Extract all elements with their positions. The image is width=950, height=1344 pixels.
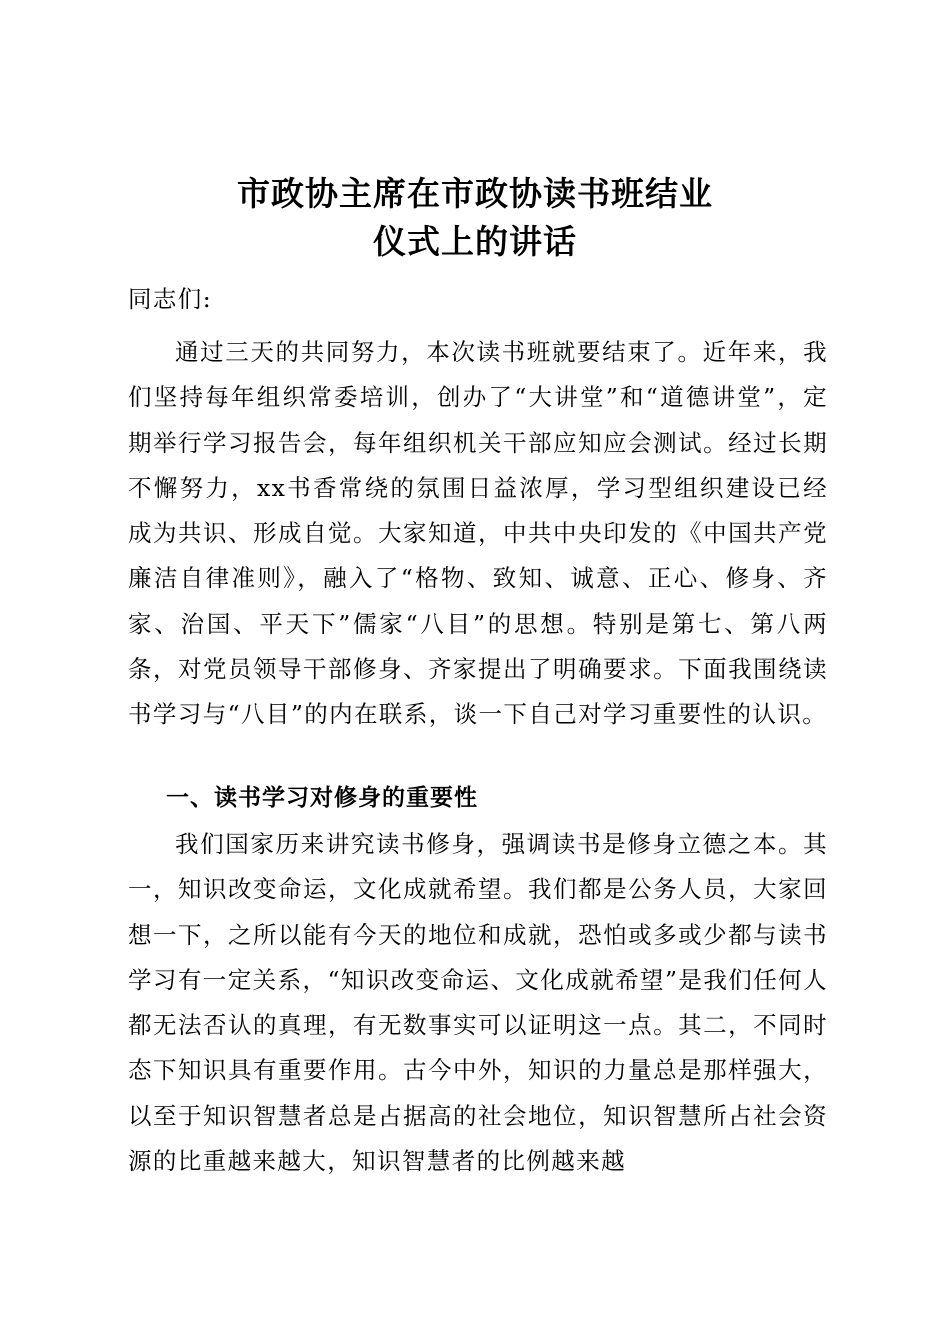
body-paragraph-2: 我们国家历来讲究读书修身，强调读书是修身立德之本。其一，知识改变命运，文化成就希望。我们都是公务人员，大家回想一下，之所以能有今天的地位和成就，恐怕或多或少都与读书学习有一定关系，“知识改变命运、文化成就希望”是我们任何人都无法否认的真理，有无数事实可以证明这一点。其二，不同时态下知识具有重要作用。古今中外，知识的力量总是那样强大，以至于知识智慧者总是占据高的社会地位，知识智慧所占社会资源的比重越来越大，知识智慧者的比例越来越 [128,830,828,1176]
section-heading-1: 一、读书学习对修身的重要性 [166,785,478,811]
document-title-line-2: 仪式上的讲话 [373,222,577,261]
body-paragraph-1: 通过三天的共同努力，本次读书班就要结束了。近年来，我们坚持每年组织常委培训，创办了“大讲堂”和“道德讲堂”，定期举行学习报告会，每年组织机关干部应知应会测试。经过长期不懈努力，xx书香常绕的氛围日益浓厚，学习型组织建设已经成为共识、形成自觉。大家知道，中共中央印发的《中国共产党廉洁自律准则》，融入了“格物、致知、诚意、正心、修身、齐家、治国、平天下”儒家“八目”的思想。特别是第七、第八两条，对党员领导干部修身、齐家提出了明确要求。下面我围绕读书学习与“八目”的内在联系，谈一下自己对学习重要性的认识。 [128,338,828,729]
document-title-line-1: 市政协主席在市政协读书班结业 [237,174,713,213]
salutation: 同志们: [128,285,213,313]
